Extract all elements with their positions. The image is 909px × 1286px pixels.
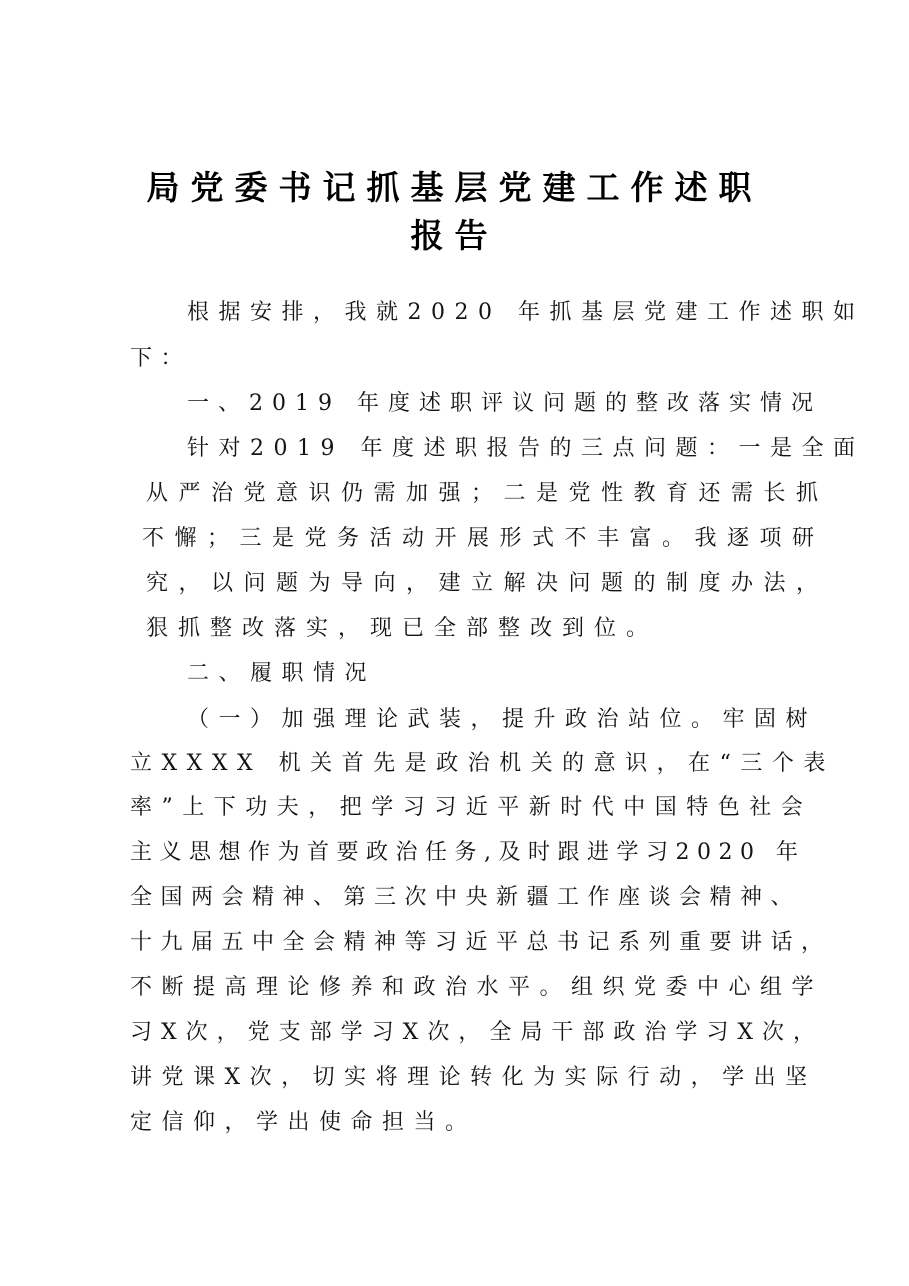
subsection-text-line: 习X次，党支部学习X次，全局干部政治学习X次， [130,1020,824,1045]
intro-text-line: 根据安排，我就2020 年抓基层党建工作述职如 [187,300,865,325]
subsection-text-line: （一）加强理论武装，提升政治站位。牢固树 [187,707,818,732]
subsection-text-line: 十九届五中全会精神等习近平总书记系列重要讲话， [130,930,832,955]
section-1-text-line: 不懈；三是党务活动开展形式不丰富。我逐项研 [142,526,825,551]
section-heading-2: 二、履职情况 [187,661,377,686]
section-heading-1: 一、2019 年度述职评议问题的整改落实情况 [187,391,822,416]
section-1-text-line: 针对2019 年度述职报告的三点问题：一是全面 [187,436,865,461]
subsection-text-line: 定信仰，学出使命担当。 [130,1110,477,1135]
subsection-text-line: 不断提高理论修养和政治水平。组织党委中心组学 [130,975,824,1000]
section-1-text-line: 从严治党意识仍需加强；二是党性教育还需长抓 [146,481,829,506]
intro-text-line: 下： [130,346,192,371]
subsection-text-line: 立XXXX 机关首先是政治机关的意识，在“三个表 [130,751,835,776]
subsection-text-line: 率”上下功夫，把学习习近平新时代中国特色社会 [130,795,813,820]
document-title-line-1: 局党委书记抓基层党建工作述职 [146,168,763,207]
subsection-text-line: 主义思想作为首要政治任务,及时跟进学习2020 年 [130,840,806,865]
section-1-text-line: 狠抓整改落实，现已全部整改到位。 [146,616,659,641]
document-title-line-2: 报告 [410,216,499,255]
section-1-text-line: 究，以问题为导向，建立解决问题的制度办法， [146,571,829,596]
subsection-text-line: 全国两会精神、第三次中央新疆工作座谈会精神、 [130,885,802,910]
subsection-text-line: 讲党课X次，切实将理论转化为实际行动，学出坚 [130,1065,817,1090]
